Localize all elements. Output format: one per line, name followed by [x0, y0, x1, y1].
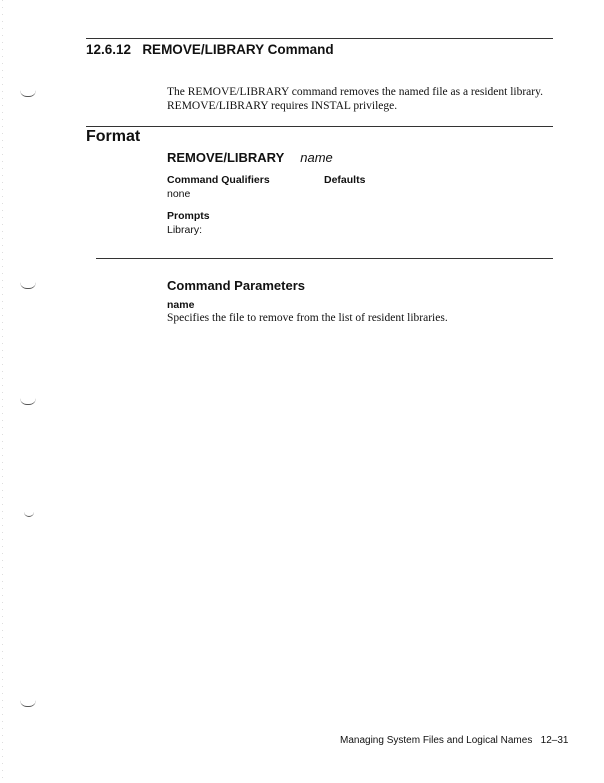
prompt-value: Library:: [167, 224, 203, 236]
section-title: REMOVE/LIBRARY Command: [142, 42, 334, 57]
parameter-name: name: [167, 299, 195, 311]
binding-edge-dots: [2, 0, 3, 783]
parameters-rule: [96, 258, 553, 259]
format-rule: [86, 126, 553, 127]
defaults-label: Defaults: [324, 174, 366, 186]
parameters-heading: Command Parameters: [167, 278, 305, 293]
parameter-description: Specifies the file to remove from the list of resident libraries.: [167, 312, 448, 324]
margin-mark: [20, 282, 36, 289]
prompts-label: Prompts: [167, 210, 210, 222]
qualifier-value: none: [167, 188, 191, 200]
top-rule: [86, 38, 553, 39]
description-paragraph: [167, 85, 543, 113]
description-line-2: REMOVE/LIBRARY requires INSTAL privilege.: [167, 100, 398, 112]
footer-text: Managing System Files and Logical Names: [340, 735, 533, 746]
format-heading: Format: [86, 128, 141, 145]
margin-mark: [20, 90, 36, 97]
margin-mark: [20, 398, 36, 405]
section-heading: [86, 42, 334, 57]
command-syntax: [167, 150, 333, 165]
margin-mark: [20, 700, 36, 707]
page-footer: [340, 735, 568, 746]
command-name: REMOVE/LIBRARY: [167, 150, 285, 165]
command-parameter: name: [300, 150, 333, 165]
page-number: 12–31: [540, 735, 569, 746]
qualifiers-label: Command Qualifiers: [167, 174, 270, 186]
margin-mark: [24, 510, 34, 517]
description-line-1: The REMOVE/LIBRARY command removes the named file as a resident library.: [167, 86, 543, 98]
section-number: 12.6.12: [86, 42, 132, 57]
